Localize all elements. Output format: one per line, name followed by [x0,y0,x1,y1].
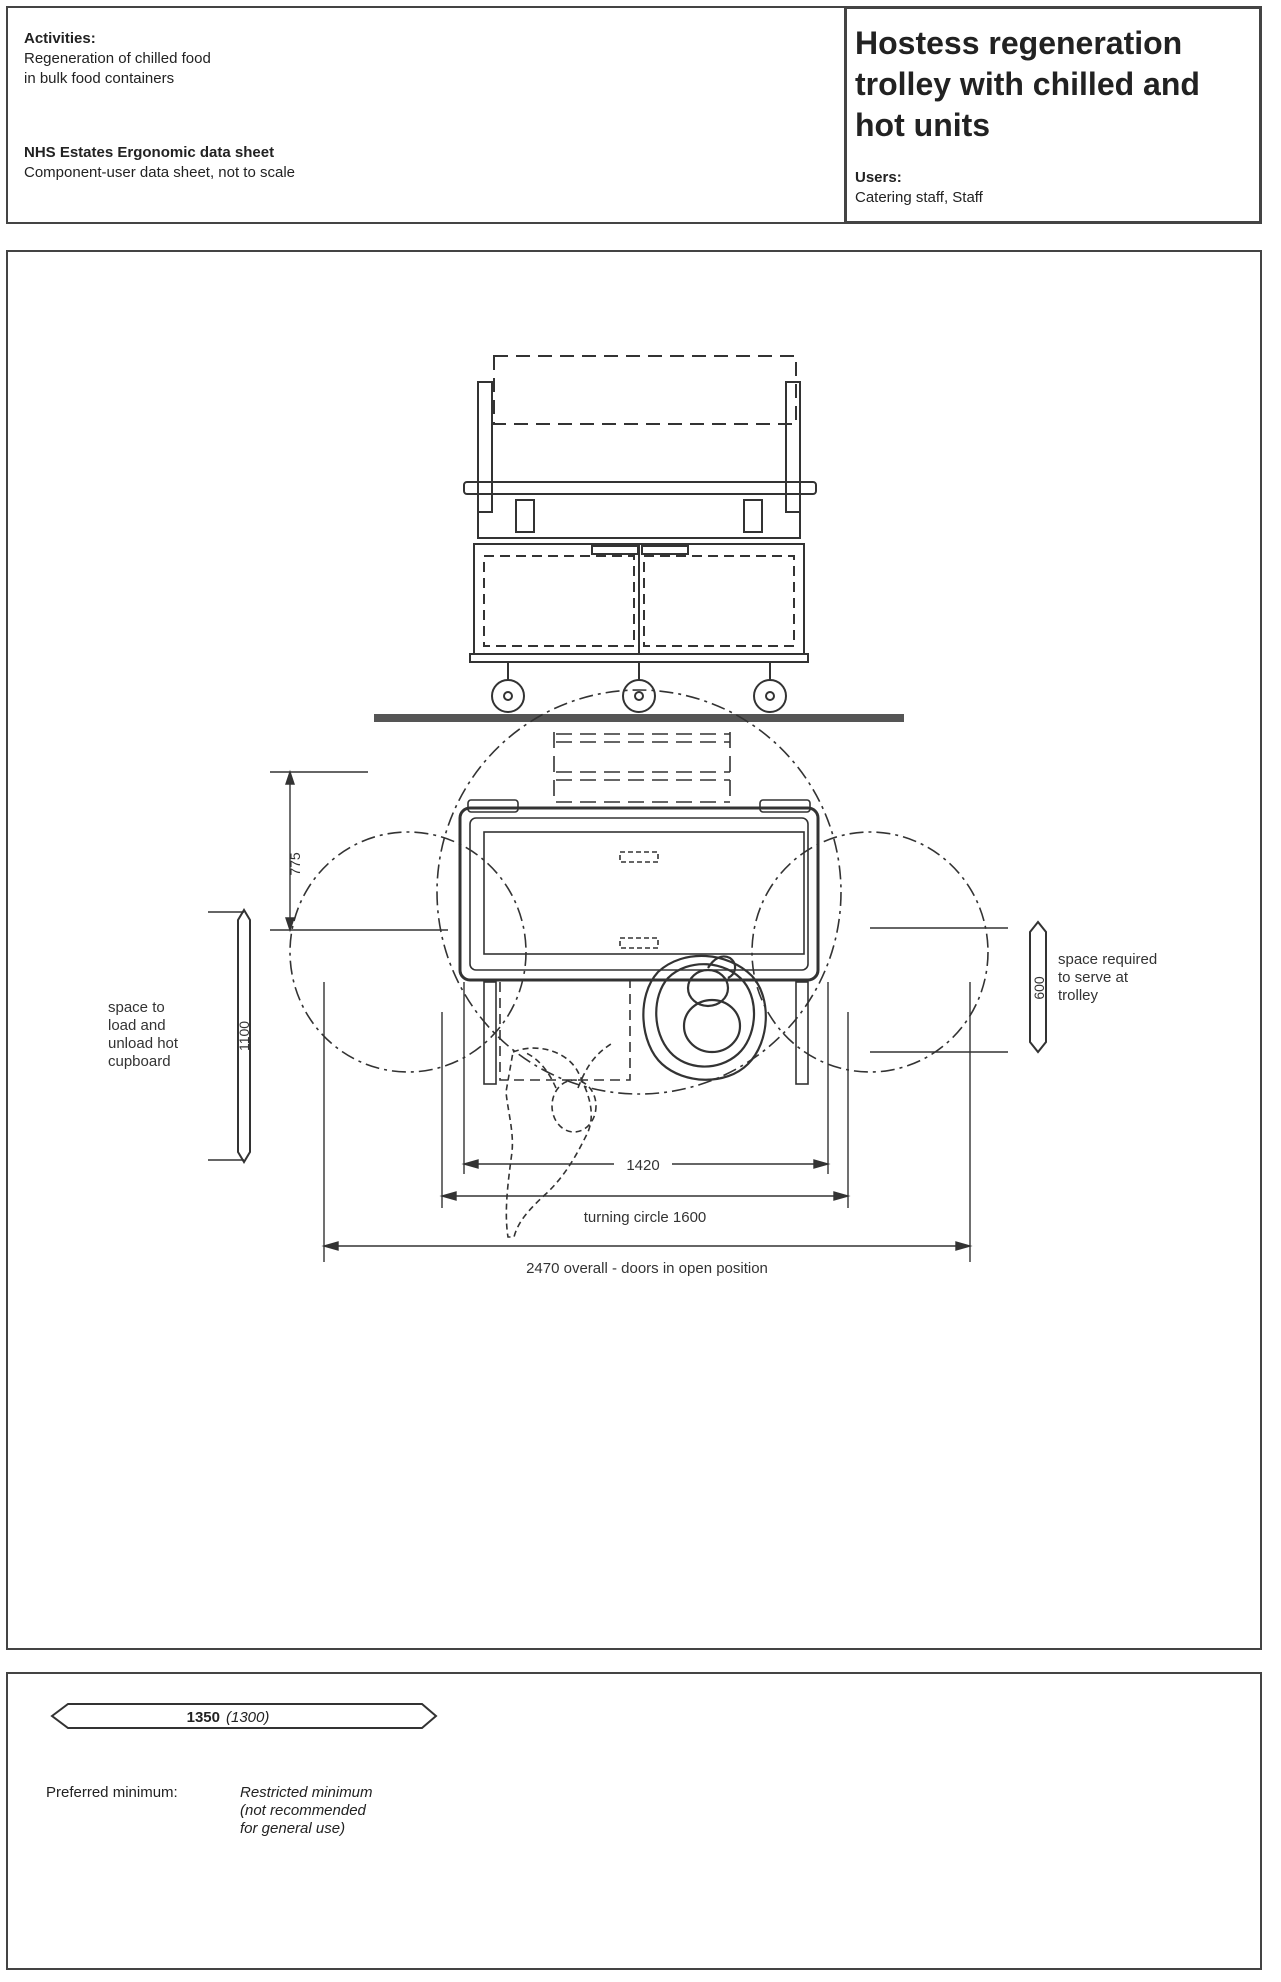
door-swing-arc-left [290,832,526,1072]
header-info-panel [6,6,844,224]
legend-dim-restricted: (1300) [226,1709,270,1726]
upper-body-detail-left [516,500,534,532]
dim-width-label: 1420 [626,1157,660,1174]
legend-restricted-line-3: for general use) [240,1820,346,1837]
dim-overall-label: 2470 overall - doors in open position [526,1260,768,1277]
dim-load-space-label: 1100 [236,1020,252,1052]
upper-shelf-outline [554,732,730,802]
legend-preferred-label: Preferred minimum: [46,1784,178,1801]
turning-circle [437,690,841,1094]
top-container-outline [494,356,796,424]
load-space-text-4: cupboard [108,1053,171,1070]
dim-depth-label: 775 [287,852,303,876]
activities-line-1: Regeneration of chilled food [24,50,211,67]
worktop [464,482,816,494]
open-door-right [796,982,808,1084]
left-handle [592,546,638,554]
serve-space-text-1: space required [1058,951,1158,968]
door-swing-arc-right [752,832,988,1072]
sheet-heading: NHS Estates Ergonomic data sheet [24,144,275,161]
person-loading-figure [506,1042,614,1237]
serve-space-text-3: trolley [1058,987,1099,1004]
right-post [786,382,800,512]
dim-serve-space-label: 600 [1031,976,1047,1000]
left-door [484,556,634,646]
left-post [478,382,492,512]
users-value: Catering staff, Staff [855,189,983,206]
load-space-text-1: space to [108,999,165,1016]
container-marker-bottom [620,938,658,948]
page-title-line-1: Hostess regeneration [855,25,1183,61]
trolley-elevation [374,356,904,722]
activities-heading: Activities: [24,30,96,47]
serve-space-text-2: to serve at [1058,969,1129,986]
legend-panel [6,1672,1262,1970]
drawing-panel [6,250,1262,1650]
trolley-tray-area [484,832,804,954]
page-title-line-3: hot units [855,107,991,143]
load-space-text-3: unload hot [108,1035,179,1052]
page-title-line-2: trolley with chilled and [855,66,1200,102]
right-handle [642,546,688,554]
container-marker-top [620,852,658,862]
corner-handle-right [760,800,810,812]
castor-wheels [492,662,786,712]
ground-line [374,714,904,722]
dim-turning-label: turning circle 1600 [583,1209,707,1226]
legend-dim-value: 1350 [186,1709,220,1726]
upper-body-detail-right [744,500,762,532]
header-title-panel [844,6,1262,224]
right-door [644,556,794,646]
activities-line-2: in bulk food containers [24,70,175,87]
person-serving-figure [643,956,765,1080]
corner-handle-left [468,800,518,812]
users-heading: Users: [855,169,902,186]
sheet-subtitle: Component-user data sheet, not to scale [24,164,295,181]
trolley-base [470,654,808,662]
open-hot-cupboard [500,980,630,1080]
legend-restricted-line-2: (not recommended [240,1802,366,1819]
legend-restricted-line-1: Restricted minimum [240,1784,373,1801]
dimension-lines [208,772,1046,1262]
trolley-drawing [8,252,1260,1648]
legend-drawing [8,1674,1260,1968]
load-space-text-2: load and [108,1017,166,1034]
